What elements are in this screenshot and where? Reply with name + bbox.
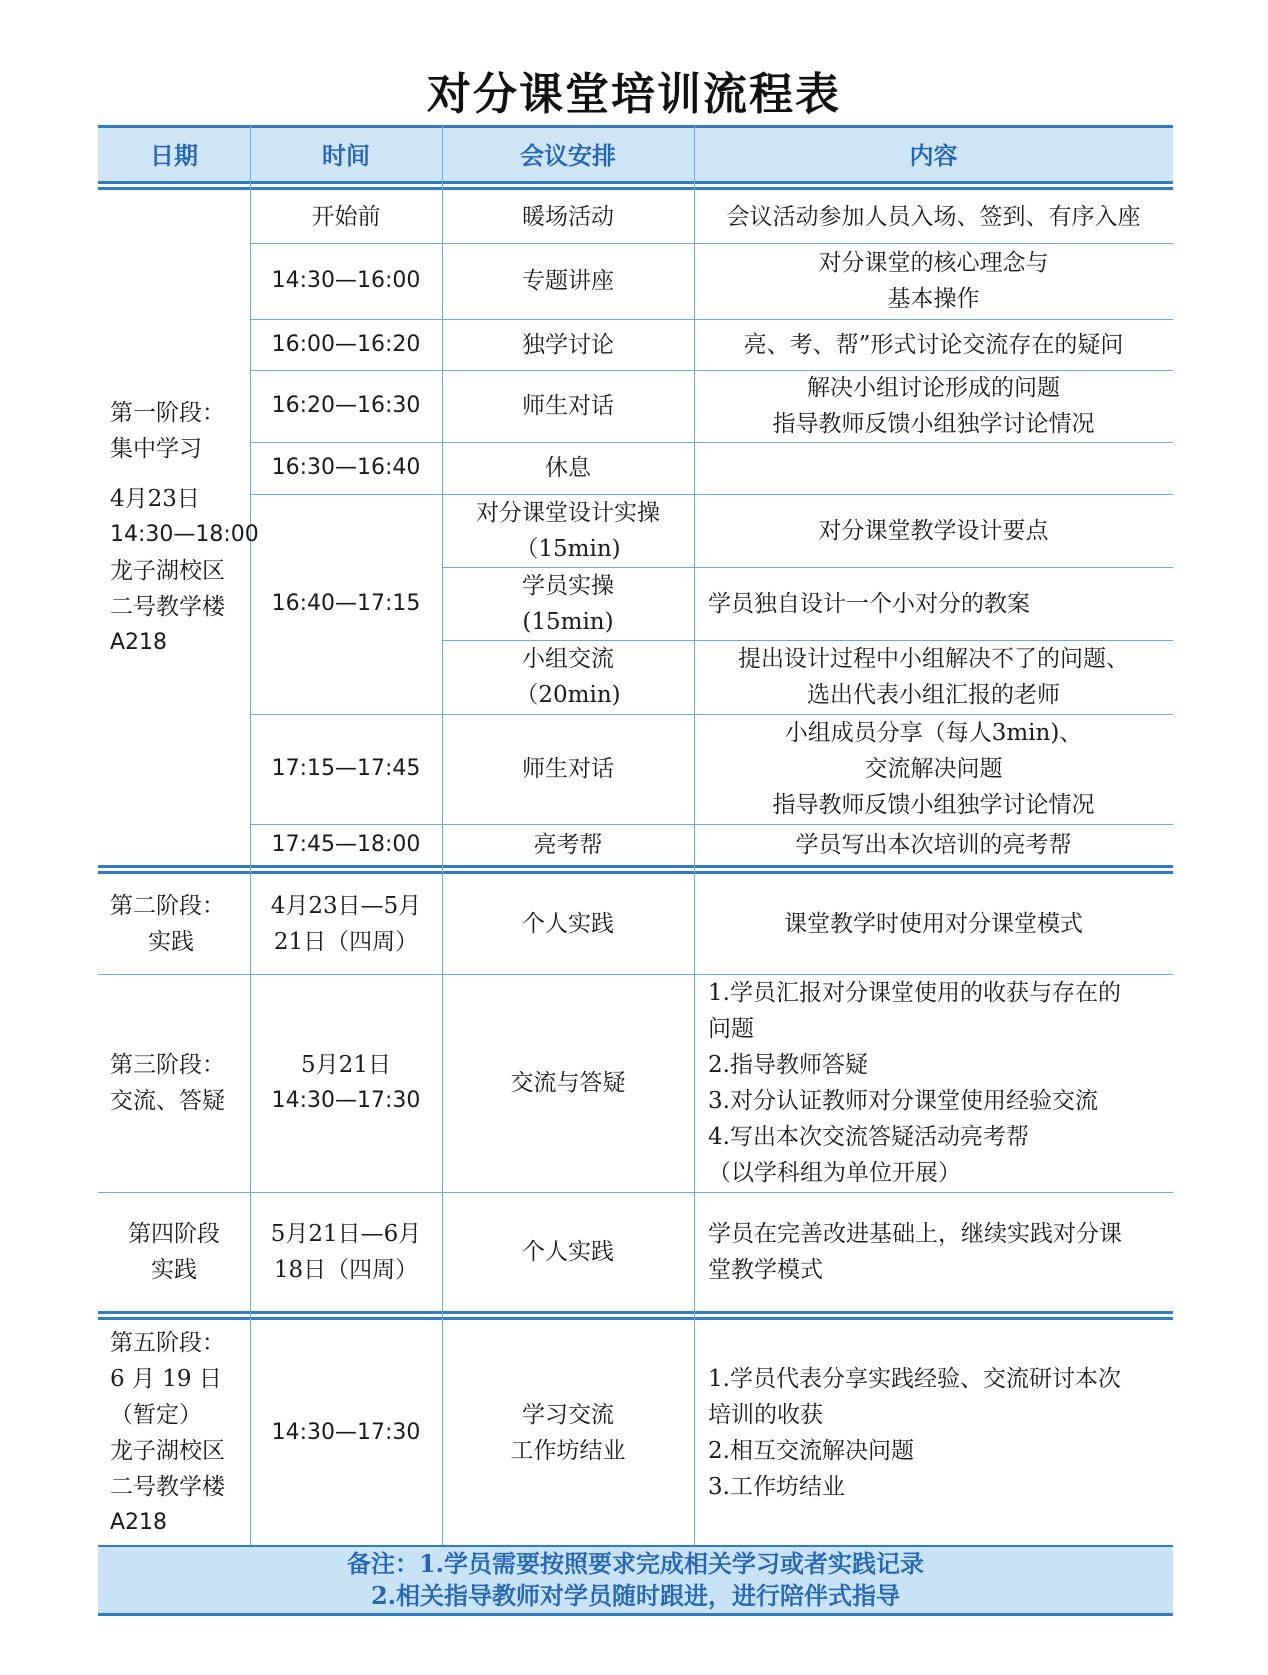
stage4-arrangement: 个人实践 [522, 1238, 614, 1265]
header-arrangement: 会议安排 [520, 141, 616, 170]
row6b-content: 学员独自设计一个小对分的教案 [708, 590, 1030, 617]
rule-stage1-1 [98, 865, 1173, 868]
row2-arrangement: 专题讲座 [522, 268, 614, 294]
row8-content: 学员写出本次培训的亮考帮 [795, 831, 1072, 858]
row5-content [694, 442, 1173, 494]
stage3-arrangement: 交流与答疑 [510, 1070, 626, 1096]
row2-content: 对分课堂的核心理念与 基本操作 [818, 250, 1049, 312]
stage2-content: 课堂教学时使用对分课堂模式 [784, 911, 1083, 937]
stage3-date: 第三阶段： 交流、答疑 [110, 1052, 225, 1114]
rule-top [98, 125, 1173, 128]
stage2-arrangement: 个人实践 [522, 911, 614, 937]
row4-arrangement: 师生对话 [522, 393, 614, 419]
row2-time: 14:30—16:00 [271, 268, 421, 293]
stage5-time: 14:30—17:30 [271, 1419, 421, 1445]
header-content: 内容 [909, 141, 958, 170]
row1-arrangement: 暖场活动 [522, 203, 614, 230]
stage3-time: 5月21日 14:30—17:30 [271, 1052, 421, 1113]
rule-header-1 [98, 181, 1173, 184]
row1-time: 开始前 [311, 203, 381, 230]
row7-time: 17:15—17:45 [271, 756, 421, 781]
row8-time: 17:45—18:00 [271, 831, 421, 857]
page-title: 对分课堂培训流程表 [427, 69, 841, 120]
stage4-time: 5月21日—6月 18日（四周） [270, 1220, 422, 1283]
stage2-time: 4月23日—5月 21日（四周） [270, 893, 422, 955]
row3-content: 亮、考、帮”形式讨论交流存在的疑问 [743, 331, 1124, 358]
row6a-arrangement: 对分课堂设计实操 （15min) [476, 499, 660, 562]
stage5-content: 1.学员代表分享实践经验、交流研讨本次 培训的收获 2.相互交流解决问题 3.工作坊结业 [708, 1365, 1121, 1500]
stage3-content: 1.学员汇报对分课堂使用的收获与存在的 问题 2.指导教师答疑 3.对分认证教师对分课堂使用经验交流 4.写出本次交流答疑活动亮考帮 （以学科组为单位开展） [708, 980, 1121, 1186]
row7-arrangement: 师生对话 [522, 756, 614, 782]
stage1-date: 第一阶段： 集中学习 4月23日 14:30—18:00 龙子湖校区 二号教学楼 A218 [110, 399, 259, 655]
row3-arrangement: 独学讨论 [522, 331, 614, 358]
row8-arrangement: 亮考帮 [533, 831, 603, 858]
row6c-content: 提出设计过程中小组解决不了的问题、 选出代表小组汇报的老师 [738, 646, 1129, 708]
footnote-line-1: 备注：1.学员需要按照要求完成相关学习或者实践记录 [346, 1549, 925, 1578]
stage5-date: 第五阶段： 6 月 19 日 （暂定） 龙子湖校区 二号教学楼 A218 [110, 1329, 225, 1535]
header-time: 时间 [322, 141, 370, 170]
row6c-arrangement: 小组交流 （20min) [515, 646, 621, 708]
stage5-arrangement: 学习交流 工作坊结业 [510, 1401, 626, 1464]
stage4-date: 第四阶段 实践 [128, 1220, 220, 1283]
row6-time: 16:40—17:15 [271, 591, 421, 616]
footnote-line-2: 2.相关指导教师对学员随时跟进，进行陪伴式指导 [370, 1581, 901, 1610]
row6a-content: 对分课堂教学设计要点 [818, 517, 1049, 544]
row4-time: 16:20—16:30 [271, 393, 421, 418]
row6b-arrangement: 学员实操 (15min) [522, 572, 614, 635]
rule-stage4-1 [98, 1311, 1173, 1314]
row1-content: 会议活动参加人员入场、签到、有序入座 [726, 203, 1141, 230]
row3-time: 16:00—16:20 [271, 331, 421, 357]
row5-arrangement: 休息 [545, 455, 591, 481]
footnote [98, 1545, 1173, 1616]
header-date: 日期 [150, 141, 198, 170]
row4-content: 解决小组讨论形成的问题 指导教师反馈小组独学讨论情况 [772, 375, 1095, 437]
row7-content: 小组成员分享（每人3min)、 交流解决问题 指导教师反馈小组独学讨论情况 [772, 720, 1095, 818]
stage2-date: 第二阶段： 实践 [110, 893, 225, 955]
row5-time: 16:30—16:40 [271, 455, 421, 480]
stage4-content: 学员在完善改进基础上，继续实践对分课 堂教学模式 [708, 1220, 1122, 1283]
